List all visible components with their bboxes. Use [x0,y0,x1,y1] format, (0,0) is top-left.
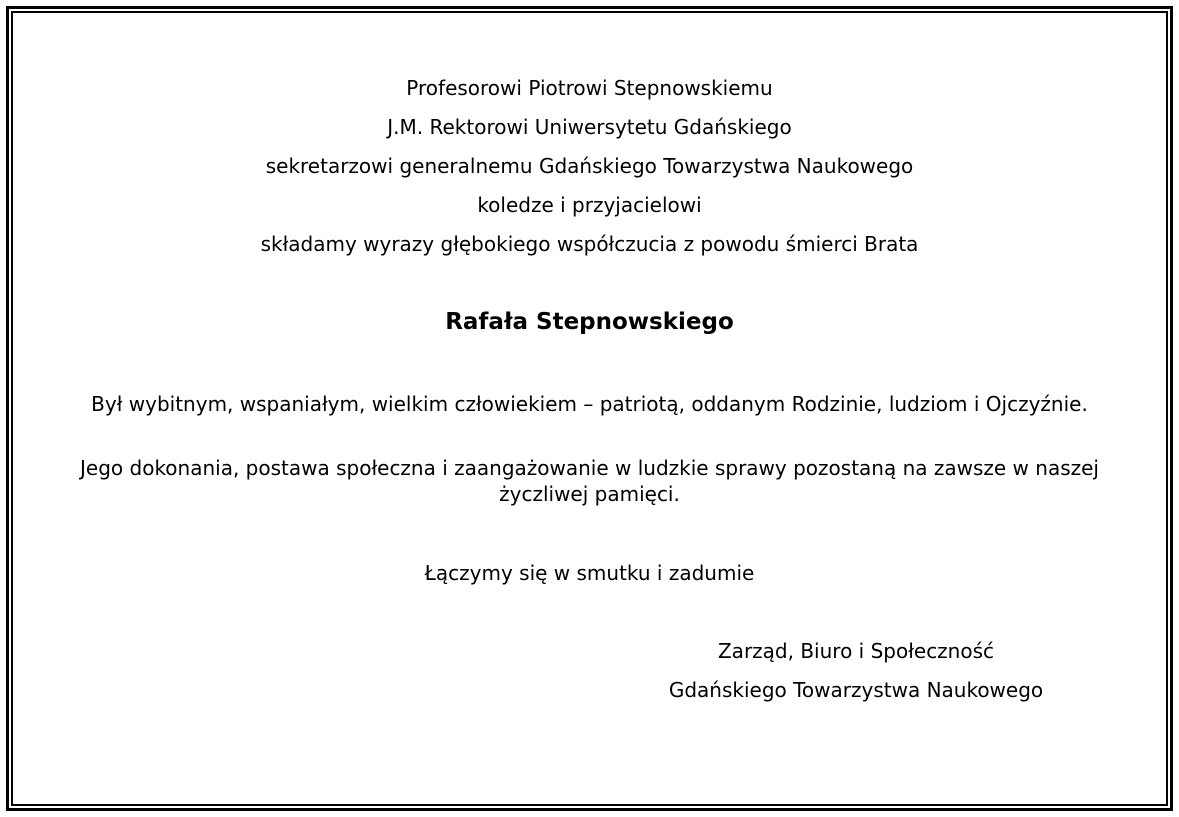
dedication-line-5: składamy wyrazy głębokiego współczucia z powodu śmierci Brata [260,232,919,256]
signature-line-1: Zarząd, Biuro i Społeczność [717,639,995,663]
dedication-line-3: sekretarzowi generalnemu Gdańskiego Towarzystwa Naukowego [265,154,914,178]
closing-line: Łączymy się w smutku i zadumie [424,561,755,585]
tribute-paragraph-1: Był wybitnym, wspaniałym, wielkim człowiekiem – patriotą, oddanym Rodzinie, ludziom i Ojczyźnie. [91,392,1088,416]
dedication-line-2: J.M. Rektorowi Uniwersytetu Gdańskiego [387,115,792,139]
signature-line-2: Gdańskiego Towarzystwa Naukowego [668,678,1044,702]
dedication-line-4: koledze i przyjacielowi [477,193,702,217]
deceased-name-heading: Rafała Stepnowskiego [445,309,734,335]
tribute-paragraph-2: Jego dokonania, postawa społeczna i zaangażowanie w ludzkie sprawy pozostaną na zawsze w naszej życzliwej pamięci. [80,456,1099,506]
dedication-line-1: Profesorowi Piotrowi Stepnowskiemu [406,76,773,100]
